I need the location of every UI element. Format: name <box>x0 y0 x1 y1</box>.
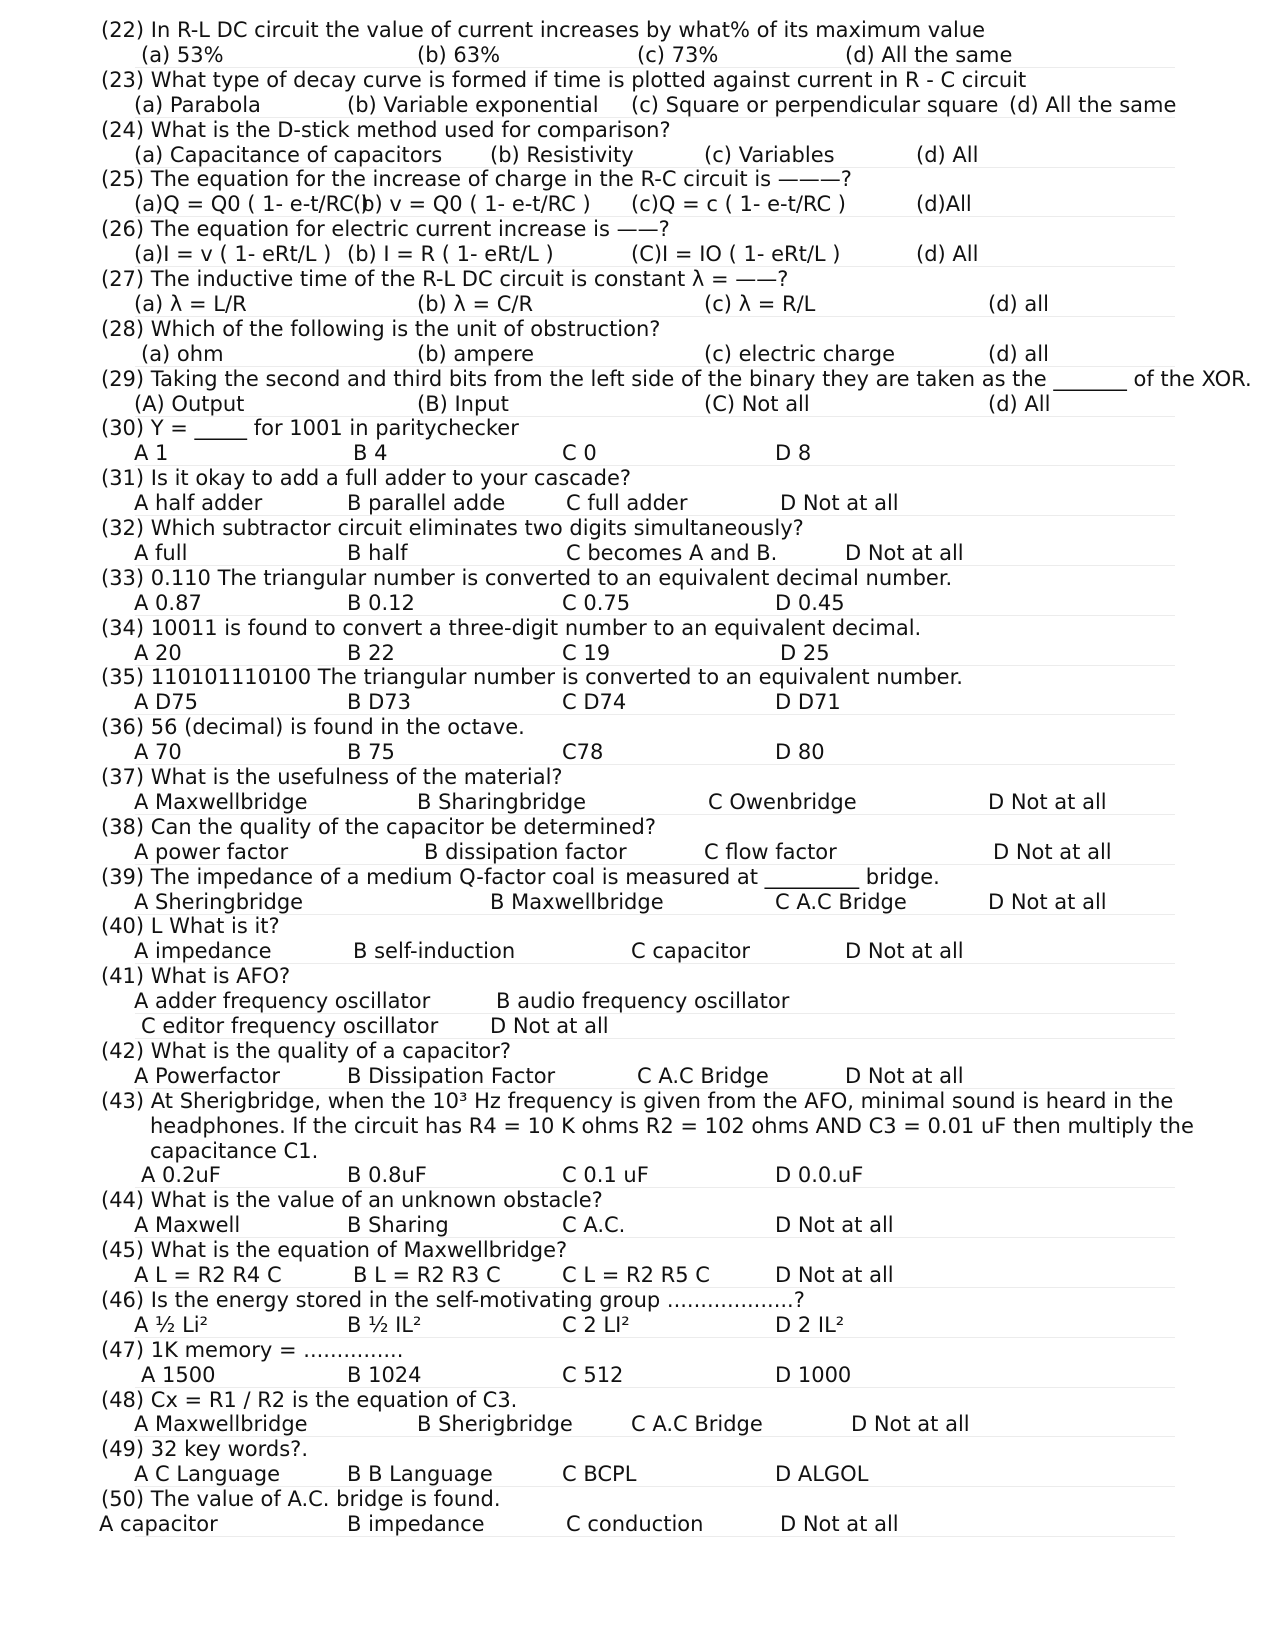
answer-option: (d) All <box>916 242 979 266</box>
answer-option: D Not at all <box>845 541 964 565</box>
answer-option: (b) v = Q0 ( 1- e-t/RC ) <box>353 192 591 216</box>
answer-option: (c) Square or perpendicular square <box>631 93 999 117</box>
answer-option: A impedance <box>134 939 272 963</box>
answer-option: A Powerfactor <box>134 1064 281 1088</box>
answer-option: C editor frequency oscillator <box>141 1014 439 1038</box>
answer-option: (b) 63% <box>417 43 501 67</box>
answer-option: (a)I = v ( 1- eRt/L ) <box>134 242 332 266</box>
answer-option: B Dissipation Factor <box>347 1064 556 1088</box>
answer-option: (a) ohm <box>141 342 224 366</box>
answer-option: A 1500 <box>141 1363 216 1387</box>
answer-option: D Not at all <box>490 1014 609 1038</box>
answer-option: B Sharing <box>347 1213 449 1237</box>
answer-option: A Maxwellbridge <box>134 1412 308 1436</box>
question-text-continued: headphones. If the circuit has R4 = 10 K ohms R2 = 102 ohms AND C3 = 0.01 uF then multiply the <box>150 1114 1194 1138</box>
answer-option: C Owenbridge <box>708 790 857 814</box>
question-text: (35) 110101110100 The triangular number is converted to an equivalent number. <box>101 665 963 689</box>
answer-option: C conduction <box>566 1512 704 1536</box>
answer-option: (b) λ = C/R <box>417 292 534 316</box>
answer-option: B self-induction <box>353 939 516 963</box>
answer-option: C flow factor <box>704 840 837 864</box>
answer-option: D Not at all <box>780 1512 899 1536</box>
answer-option: D D71 <box>775 690 841 714</box>
question-text: (30) Y = _____ for 1001 in paritychecker <box>101 416 519 440</box>
answer-option: C 0.1 uF <box>562 1163 649 1187</box>
answer-option: A 1 <box>134 441 169 465</box>
answer-option: A L = R2 R4 C <box>134 1263 282 1287</box>
answer-option: (d)All <box>916 192 972 216</box>
answer-option: B impedance <box>347 1512 485 1536</box>
answer-option: (d) all <box>988 342 1049 366</box>
answer-option: C D74 <box>562 690 627 714</box>
question-text: (28) Which of the following is the unit of obstruction? <box>101 317 661 341</box>
answer-option: (b) Resistivity <box>490 143 634 167</box>
answer-option: (A) Output <box>134 392 245 416</box>
question-text: (29) Taking the second and third bits from the left side of the binary they are taken as the _______ of the XOR. <box>101 367 1252 391</box>
answer-option: (a) Capacitance of capacitors <box>134 143 443 167</box>
answer-option: B Maxwellbridge <box>490 890 664 914</box>
question-text: (36) 56 (decimal) is found in the octave. <box>101 715 525 739</box>
answer-option: C A.C Bridge <box>775 890 907 914</box>
answer-option: B D73 <box>347 690 411 714</box>
question-text: (27) The inductive time of the R-L DC circuit is constant λ = ——? <box>101 267 789 291</box>
answer-option: B 0.12 <box>347 591 415 615</box>
answer-option: B audio frequency oscillator <box>496 989 790 1013</box>
answer-option: D Not at all <box>993 840 1112 864</box>
answer-option: C 0 <box>562 441 597 465</box>
question-text: (47) 1K memory = ............... <box>101 1338 404 1362</box>
answer-option: B Sharingbridge <box>417 790 587 814</box>
answer-option: (C) Not all <box>704 392 810 416</box>
answer-option: A 70 <box>134 740 182 764</box>
question-text: (39) The impedance of a medium Q-factor coal is measured at _________ bridge. <box>101 865 940 889</box>
answer-option: B 1024 <box>347 1363 422 1387</box>
answer-option: A half adder <box>134 491 263 515</box>
answer-option: A ½ Li² <box>134 1313 209 1337</box>
answer-option: B parallel adde <box>347 491 506 515</box>
question-text: (43) At Sherigbridge, when the 10³ Hz frequency is given from the AFO, minimal sound is heard in the <box>101 1089 1174 1113</box>
answer-option: D Not at all <box>845 1064 964 1088</box>
answer-option: (a) 53% <box>141 43 224 67</box>
answer-option: (c)Q = c ( 1- e-t/RC ) <box>631 192 846 216</box>
answer-option: (d) All the same <box>845 43 1013 67</box>
question-text: (26) The equation for electric current increase is ——? <box>101 217 670 241</box>
answer-option: D Not at all <box>780 491 899 515</box>
question-text: (34) 10011 is found to convert a three-digit number to an equivalent decimal. <box>101 616 922 640</box>
answer-option: (a)Q = Q0 ( 1- e-t/RC ) <box>134 192 369 216</box>
question-text: (38) Can the quality of the capacitor be determined? <box>101 815 656 839</box>
answer-option: C A.C Bridge <box>631 1412 763 1436</box>
answer-option: C full adder <box>566 491 688 515</box>
answer-option: (b) Variable exponential <box>347 93 599 117</box>
answer-option: D 25 <box>780 641 830 665</box>
answer-option: B 22 <box>347 641 395 665</box>
answer-option: D Not at all <box>988 790 1107 814</box>
answer-option: C 512 <box>562 1363 624 1387</box>
question-text: (22) In R-L DC circuit the value of current increases by what% of its maximum value <box>101 18 986 42</box>
answer-option: (b) ampere <box>417 342 535 366</box>
question-text: (33) 0.110 The triangular number is converted to an equivalent decimal number. <box>101 566 953 590</box>
answer-option: D Not at all <box>775 1263 894 1287</box>
answer-option: C becomes A and B. <box>566 541 778 565</box>
answer-option: A full <box>134 541 188 565</box>
answer-option: D Not at all <box>988 890 1107 914</box>
answer-option: D 8 <box>775 441 812 465</box>
answer-option: (d) All <box>988 392 1051 416</box>
answer-option: C 2 LI² <box>562 1313 630 1337</box>
answer-option: A D75 <box>134 690 198 714</box>
answer-option: (a) Parabola <box>134 93 261 117</box>
question-text-continued: capacitance C1. <box>150 1139 319 1163</box>
answer-option: C A.C. <box>562 1213 626 1237</box>
answer-option: (d) All <box>916 143 979 167</box>
answer-option: B half <box>347 541 408 565</box>
answer-option: C 0.75 <box>562 591 631 615</box>
answer-option: D Not at all <box>845 939 964 963</box>
question-text: (50) The value of A.C. bridge is found. <box>101 1487 501 1511</box>
answer-option: D Not at all <box>851 1412 970 1436</box>
answer-option: C capacitor <box>631 939 751 963</box>
answer-option: C A.C Bridge <box>637 1064 769 1088</box>
question-text: (23) What type of decay curve is formed if time is plotted against current in R - C circuit <box>101 68 1027 92</box>
answer-option: (d) All the same <box>1009 93 1177 117</box>
answer-option: (B) Input <box>417 392 509 416</box>
answer-option: B B Language <box>347 1462 493 1486</box>
question-text: (46) Is the energy stored in the self-motivating group ...................? <box>101 1288 805 1312</box>
answer-option: A power factor <box>134 840 289 864</box>
answer-option: B Sherigbridge <box>417 1412 573 1436</box>
question-text: (32) Which subtractor circuit eliminates two digits simultaneously? <box>101 516 804 540</box>
answer-option: A Maxwellbridge <box>134 790 308 814</box>
answer-option: C78 <box>562 740 604 764</box>
answer-option: A 20 <box>134 641 182 665</box>
answer-option: (b) I = R ( 1- eRt/L ) <box>347 242 554 266</box>
answer-option: A 0.2uF <box>141 1163 221 1187</box>
question-text: (45) What is the equation of Maxwellbridge? <box>101 1238 568 1262</box>
answer-option: (c) 73% <box>637 43 719 67</box>
answer-option: (c) λ = R/L <box>704 292 816 316</box>
answer-option: C BCPL <box>562 1462 637 1486</box>
question-text: (24) What is the D-stick method used for comparison? <box>101 118 671 142</box>
question-text: (49) 32 key words?. <box>101 1437 308 1461</box>
answer-option: A C Language <box>134 1462 281 1486</box>
answer-option: A 0.87 <box>134 591 202 615</box>
answer-option: D 2 IL² <box>775 1313 845 1337</box>
answer-option: B L = R2 R3 C <box>353 1263 501 1287</box>
answer-option: (a) λ = L/R <box>134 292 247 316</box>
answer-option: D Not at all <box>775 1213 894 1237</box>
answer-option: B 75 <box>347 740 395 764</box>
answer-option: B 0.8uF <box>347 1163 427 1187</box>
answer-option: C 19 <box>562 641 611 665</box>
question-text: (42) What is the quality of a capacitor? <box>101 1039 512 1063</box>
answer-option: C L = R2 R5 C <box>562 1263 710 1287</box>
answer-option: (C)I = IO ( 1- eRt/L ) <box>631 242 841 266</box>
answer-option: A adder frequency oscillator <box>134 989 431 1013</box>
answer-option: B ½ IL² <box>347 1313 422 1337</box>
answer-option: A Maxwell <box>134 1213 241 1237</box>
answer-option: (d) all <box>988 292 1049 316</box>
question-text: (44) What is the value of an unknown obstacle? <box>101 1188 603 1212</box>
answer-option: D ALGOL <box>775 1462 869 1486</box>
answer-option: (c) Variables <box>704 143 835 167</box>
answer-option: D 1000 <box>775 1363 852 1387</box>
question-text: (48) Cx = R1 / R2 is the equation of C3. <box>101 1388 518 1412</box>
answer-option: (c) electric charge <box>704 342 895 366</box>
question-text: (31) Is it okay to add a full adder to your cascade? <box>101 466 632 490</box>
question-text: (37) What is the usefulness of the material? <box>101 765 563 789</box>
answer-option: D 0.0.uF <box>775 1163 864 1187</box>
question-text: (41) What is AFO? <box>101 964 291 988</box>
question-text: (40) L What is it? <box>101 914 280 938</box>
answer-option: A Sheringbridge <box>134 890 304 914</box>
answer-option: B 4 <box>353 441 388 465</box>
answer-option: D 0.45 <box>775 591 845 615</box>
question-text: (25) The equation for the increase of charge in the R-C circuit is ———? <box>101 167 852 191</box>
answer-option: A capacitor <box>99 1512 218 1536</box>
answer-option: B dissipation factor <box>424 840 627 864</box>
answer-option: D 80 <box>775 740 825 764</box>
